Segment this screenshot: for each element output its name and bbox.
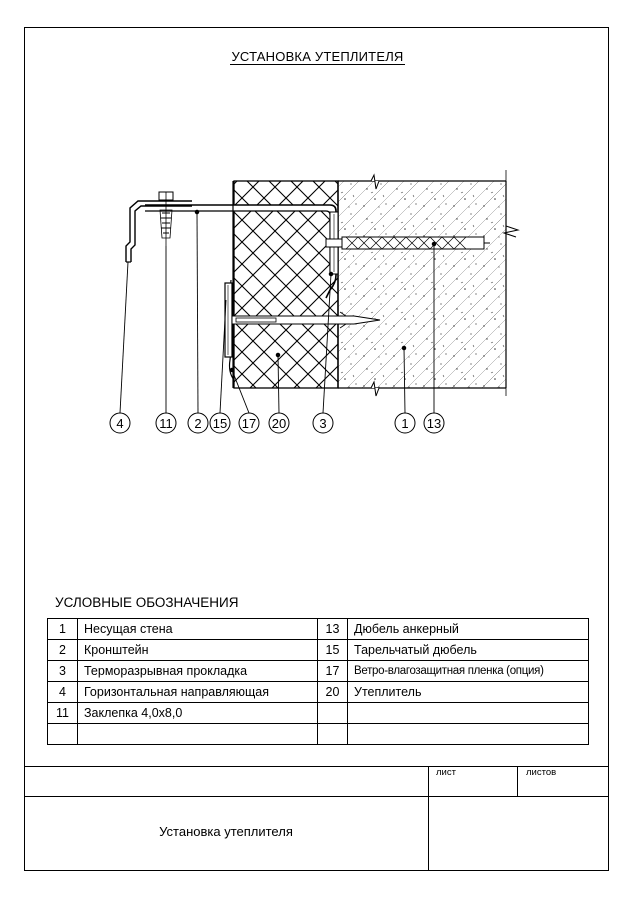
legend-row [48,682,589,703]
sheet-label: лист [436,767,456,778]
bearing-wall [338,170,518,396]
anchor-dowel [326,237,490,249]
legend-number: 4 [48,682,78,703]
callout-4 [110,413,130,433]
title-block-sheets-divider [517,766,518,797]
legend-text: Несущая стена [78,619,318,640]
callout-3 [313,413,333,433]
callout-2 [188,413,208,433]
svg-text:13: 13 [426,416,442,431]
title-block [24,766,609,871]
legend-text: Горизонтальная направляющая [78,682,318,703]
svg-text:11: 11 [159,416,173,431]
legend-number: 3 [48,661,78,682]
legend-number [48,724,78,745]
legend-row [48,619,589,640]
callout-13 [424,413,444,433]
legend-number: 13 [318,619,348,640]
callout-11 [156,413,176,433]
svg-text:17: 17 [241,416,257,431]
legend-row [48,724,589,745]
legend-number: 20 [318,682,348,703]
title-block-mid-line [24,796,609,797]
legend-number: 1 [48,619,78,640]
callout-1 [395,413,415,433]
drawing-title-text: УСТАНОВКА УТЕПЛИТЕЛЯ [231,49,404,64]
callout-15 [210,413,230,433]
legend-heading: УСЛОВНЫЕ ОБОЗНАЧЕНИЯ [55,595,239,610]
callout-20 [269,413,289,433]
legend-text: Ветро-влагозащитная пленка (опция) [348,661,589,682]
svg-text:15: 15 [212,416,228,431]
legend-text: Кронштейн [78,640,318,661]
svg-text:3: 3 [319,416,327,431]
legend-text: Заклепка 4,0х8,0 [78,703,318,724]
rivet [159,192,173,246]
legend-number: 11 [48,703,78,724]
legend-number: 15 [318,640,348,661]
legend-text: Дюбель анкерный [348,619,589,640]
legend-table [47,618,589,745]
svg-text:1: 1 [401,416,409,431]
legend-number [318,724,348,745]
legend-number: 17 [318,661,348,682]
svg-text:20: 20 [271,416,287,431]
legend-text [348,703,589,724]
legend-text: Тарельчатый дюбель [348,640,589,661]
legend-number: 2 [48,640,78,661]
legend-row [48,661,589,682]
title-block-top-line [24,766,609,767]
legend-text [348,724,589,745]
sheets-label: листов [526,767,557,778]
svg-text:2: 2 [194,416,202,431]
horizontal-guide [126,201,192,262]
callout-17 [239,413,259,433]
svg-text:4: 4 [116,416,124,431]
legend-row [48,703,589,724]
legend-text: Терморазрывная прокладка [78,661,318,682]
legend-text [78,724,318,745]
title-block-divider [428,766,429,871]
legend-row [48,640,589,661]
legend-number [318,703,348,724]
drawing-name: Установка утеплителя [159,824,293,839]
insulation-layer [234,181,338,388]
legend-text: Утеплитель [348,682,589,703]
